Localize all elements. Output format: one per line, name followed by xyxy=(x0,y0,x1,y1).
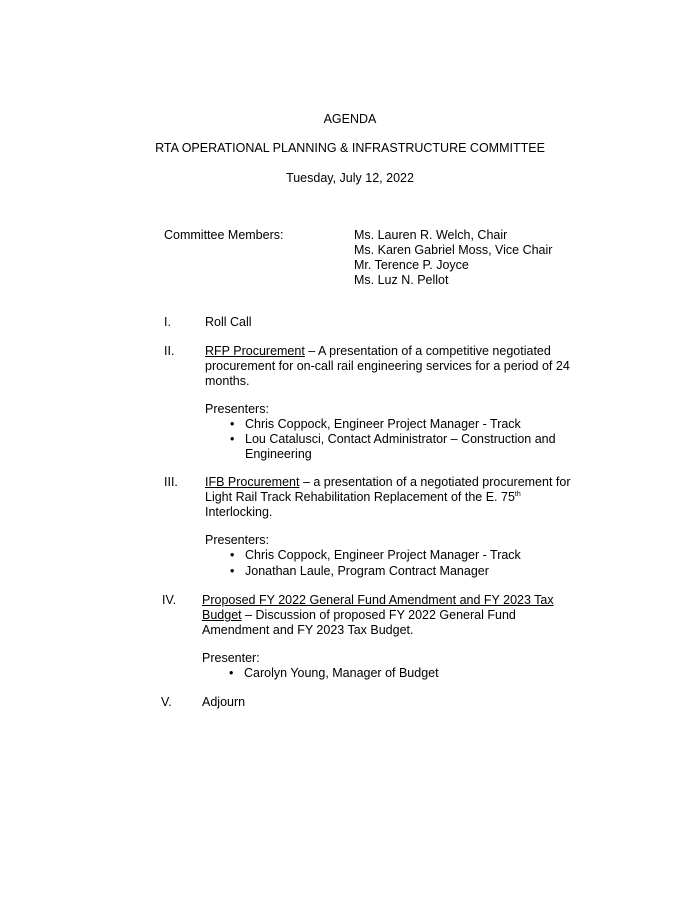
item-text: Light Rail Track Rehabilitation Replacement of the E. 75 xyxy=(205,490,515,504)
presenter-name-cont: Engineering xyxy=(245,447,312,461)
item-budget-title xyxy=(202,593,554,608)
committee-member: Ms. Lauren R. Welch, Chair xyxy=(354,228,508,242)
item-numeral: II. xyxy=(164,344,175,358)
item-text-line: months. xyxy=(205,374,250,388)
committee-member: Ms. Karen Gabriel Moss, Vice Chair xyxy=(354,243,553,257)
item-rfp-procurement xyxy=(205,344,551,359)
presenter-name: Chris Coppock, Engineer Project Manager - Track xyxy=(245,548,521,562)
budget-title-line: Budget xyxy=(202,608,242,622)
item-numeral: I. xyxy=(164,315,171,329)
item-numeral: IV. xyxy=(162,593,177,607)
item-numeral: III. xyxy=(164,475,178,489)
meeting-date: Tuesday, July 12, 2022 xyxy=(286,171,414,185)
item-text-line: – a presentation of a negotiated procurement for xyxy=(299,475,571,489)
item-text-line: procurement for on-call rail engineering services for a period of 24 xyxy=(205,359,570,373)
committee-member: Mr. Terence P. Joyce xyxy=(354,258,469,272)
presenters-label: Presenters: xyxy=(205,402,269,416)
presenter-name: Chris Coppock, Engineer Project Manager - Track xyxy=(245,417,521,431)
bullet-icon: • xyxy=(230,417,235,431)
item-ifb-procurement xyxy=(205,475,571,490)
budget-title-line: Proposed FY 2022 General Fund Amendment and FY 2023 Tax xyxy=(202,593,554,607)
presenters-label: Presenters: xyxy=(205,533,269,547)
committee-name: RTA OPERATIONAL PLANNING & INFRASTRUCTURE COMMITTEE xyxy=(155,141,545,155)
item-adjourn: Adjourn xyxy=(202,695,246,709)
presenters-label: Presenter: xyxy=(202,651,260,665)
item-text-line: Interlocking. xyxy=(205,505,273,519)
presenter-name: Carolyn Young, Manager of Budget xyxy=(244,666,439,680)
item-text-line: – A presentation of a competitive negotiated xyxy=(304,344,551,358)
bullet-icon: • xyxy=(230,432,235,446)
item-roll-call: Roll Call xyxy=(205,315,252,329)
item-text-line: Amendment and FY 2023 Tax Budget. xyxy=(202,623,414,637)
committee-member: Ms. Luz N. Pellot xyxy=(354,273,449,287)
presenter-name: Lou Catalusci, Contact Administrator – Construction and xyxy=(245,432,556,446)
item-text-line: – Discussion of proposed FY 2022 General Fund xyxy=(241,608,516,622)
rfp-procurement-title: RFP Procurement xyxy=(205,344,305,358)
presenter-name: Jonathan Laule, Program Contract Manager xyxy=(245,564,489,578)
item-budget xyxy=(202,608,516,623)
bullet-icon: • xyxy=(230,564,235,578)
agenda-title: AGENDA xyxy=(323,112,377,126)
ordinal-suffix: th xyxy=(514,491,521,498)
committee-members-label: Committee Members: xyxy=(164,228,284,242)
item-text-line xyxy=(205,490,521,505)
item-numeral: V. xyxy=(161,695,172,709)
bullet-icon: • xyxy=(229,666,234,680)
bullet-icon: • xyxy=(230,548,235,562)
ifb-procurement-title: IFB Procurement xyxy=(205,475,300,489)
